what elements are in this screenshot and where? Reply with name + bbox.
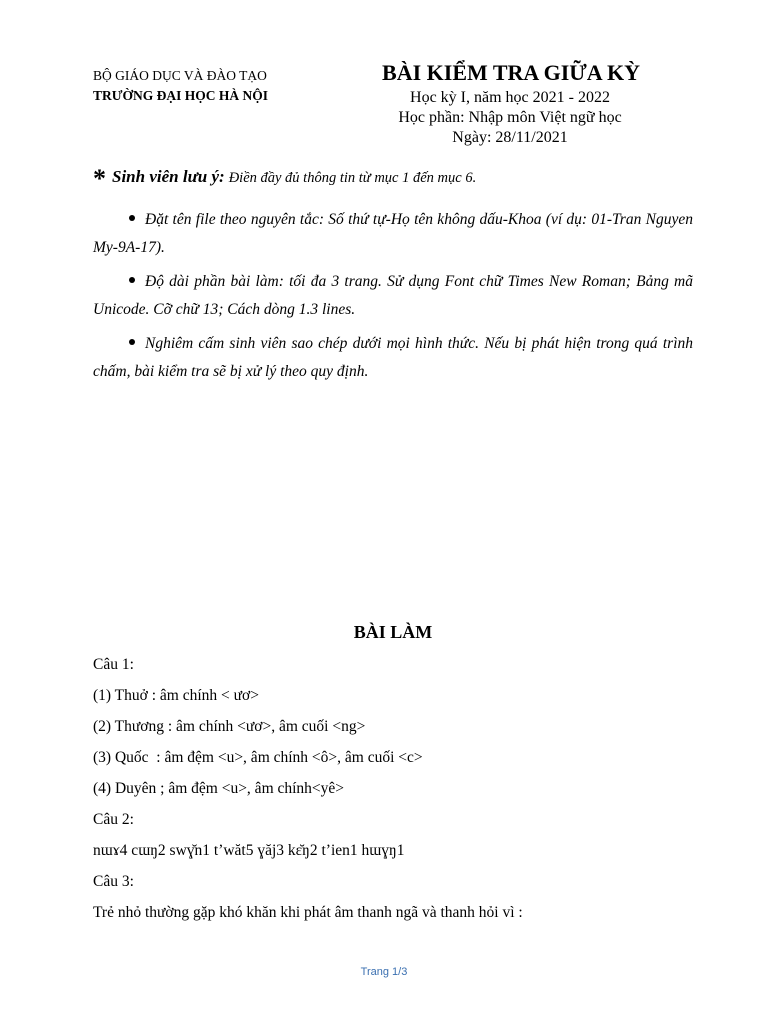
instruction-list bbox=[93, 206, 693, 392]
instruction-item bbox=[93, 206, 693, 262]
answer-line: (1) Thuở : âm chính < ươ> bbox=[93, 687, 259, 704]
answer-heading: BÀI LÀM bbox=[353, 622, 433, 642]
institution-block bbox=[93, 66, 268, 106]
instruction-item bbox=[93, 268, 693, 324]
answer-line: (3) Quốc : âm đệm <u>, âm chính <ô>, âm cuối <c> bbox=[93, 749, 423, 766]
instruction-text: Độ dài phần bài làm: tối đa 3 trang. Sử dụng Font chữ Times New Roman; Bảng mã Unicode. Cỡ chữ 13; Cách dòng 1.3 lines. bbox=[93, 273, 693, 318]
school-name: TRƯỜNG ĐẠI HỌC HÀ NỘI bbox=[93, 88, 269, 103]
answer-section bbox=[93, 620, 693, 934]
answer-line: nɯɤ4 cɯŋ2 swɣ̆n1 tʼwăt5 ɣăj3 kɛ̆ŋ2 tʼien1 hɯɣŋ1 bbox=[93, 842, 405, 859]
ministry-name: BỘ GIÁO DỤC VÀ ĐÀO TẠO bbox=[93, 68, 267, 83]
answer-line: Câu 1: bbox=[93, 656, 134, 673]
note-label: Sinh viên lưu ý: bbox=[112, 167, 225, 186]
semester-line: Học kỳ I, năm học 2021 - 2022 bbox=[410, 89, 610, 106]
answer-line: (2) Thương : âm chính <ươ>, âm cuối <ng> bbox=[93, 718, 366, 735]
date-line: Ngày: 28/11/2021 bbox=[452, 129, 568, 146]
answer-line: Trẻ nhỏ thường gặp khó khăn khi phát âm thanh ngã và thanh hỏi vì : bbox=[93, 904, 523, 921]
page-number: Trang 1/3 bbox=[360, 966, 408, 978]
exam-title: BÀI KIỂM TRA GIỮA KỲ bbox=[382, 60, 640, 85]
asterisk-icon: * bbox=[93, 164, 106, 193]
instruction-text: Đặt tên file theo nguyên tắc: Số thứ tự-Họ tên không dấu-Khoa (ví dụ: 01-Tran Nguyen My-9A-17). bbox=[93, 211, 693, 256]
exam-info-block bbox=[340, 58, 680, 148]
answer-line: Câu 3: bbox=[93, 873, 134, 890]
answer-line: (4) Duyên ; âm đệm <u>, âm chính<yê> bbox=[93, 780, 345, 797]
course-line: Học phần: Nhập môn Việt ngữ học bbox=[398, 109, 622, 126]
bullet-icon bbox=[129, 339, 135, 345]
bullet-icon bbox=[129, 215, 135, 221]
student-note bbox=[93, 164, 693, 194]
note-text: Điền đầy đủ thông tin từ mục 1 đến mục 6. bbox=[228, 170, 477, 186]
answer-line: Câu 2: bbox=[93, 811, 134, 828]
instruction-item bbox=[93, 330, 693, 386]
instruction-text: Nghiêm cấm sinh viên sao chép dưới mọi hình thức. Nếu bị phát hiện trong quá trình chấm, bài kiểm tra sẽ bị xử lý theo quy định. bbox=[93, 335, 693, 380]
bullet-icon bbox=[129, 277, 135, 283]
